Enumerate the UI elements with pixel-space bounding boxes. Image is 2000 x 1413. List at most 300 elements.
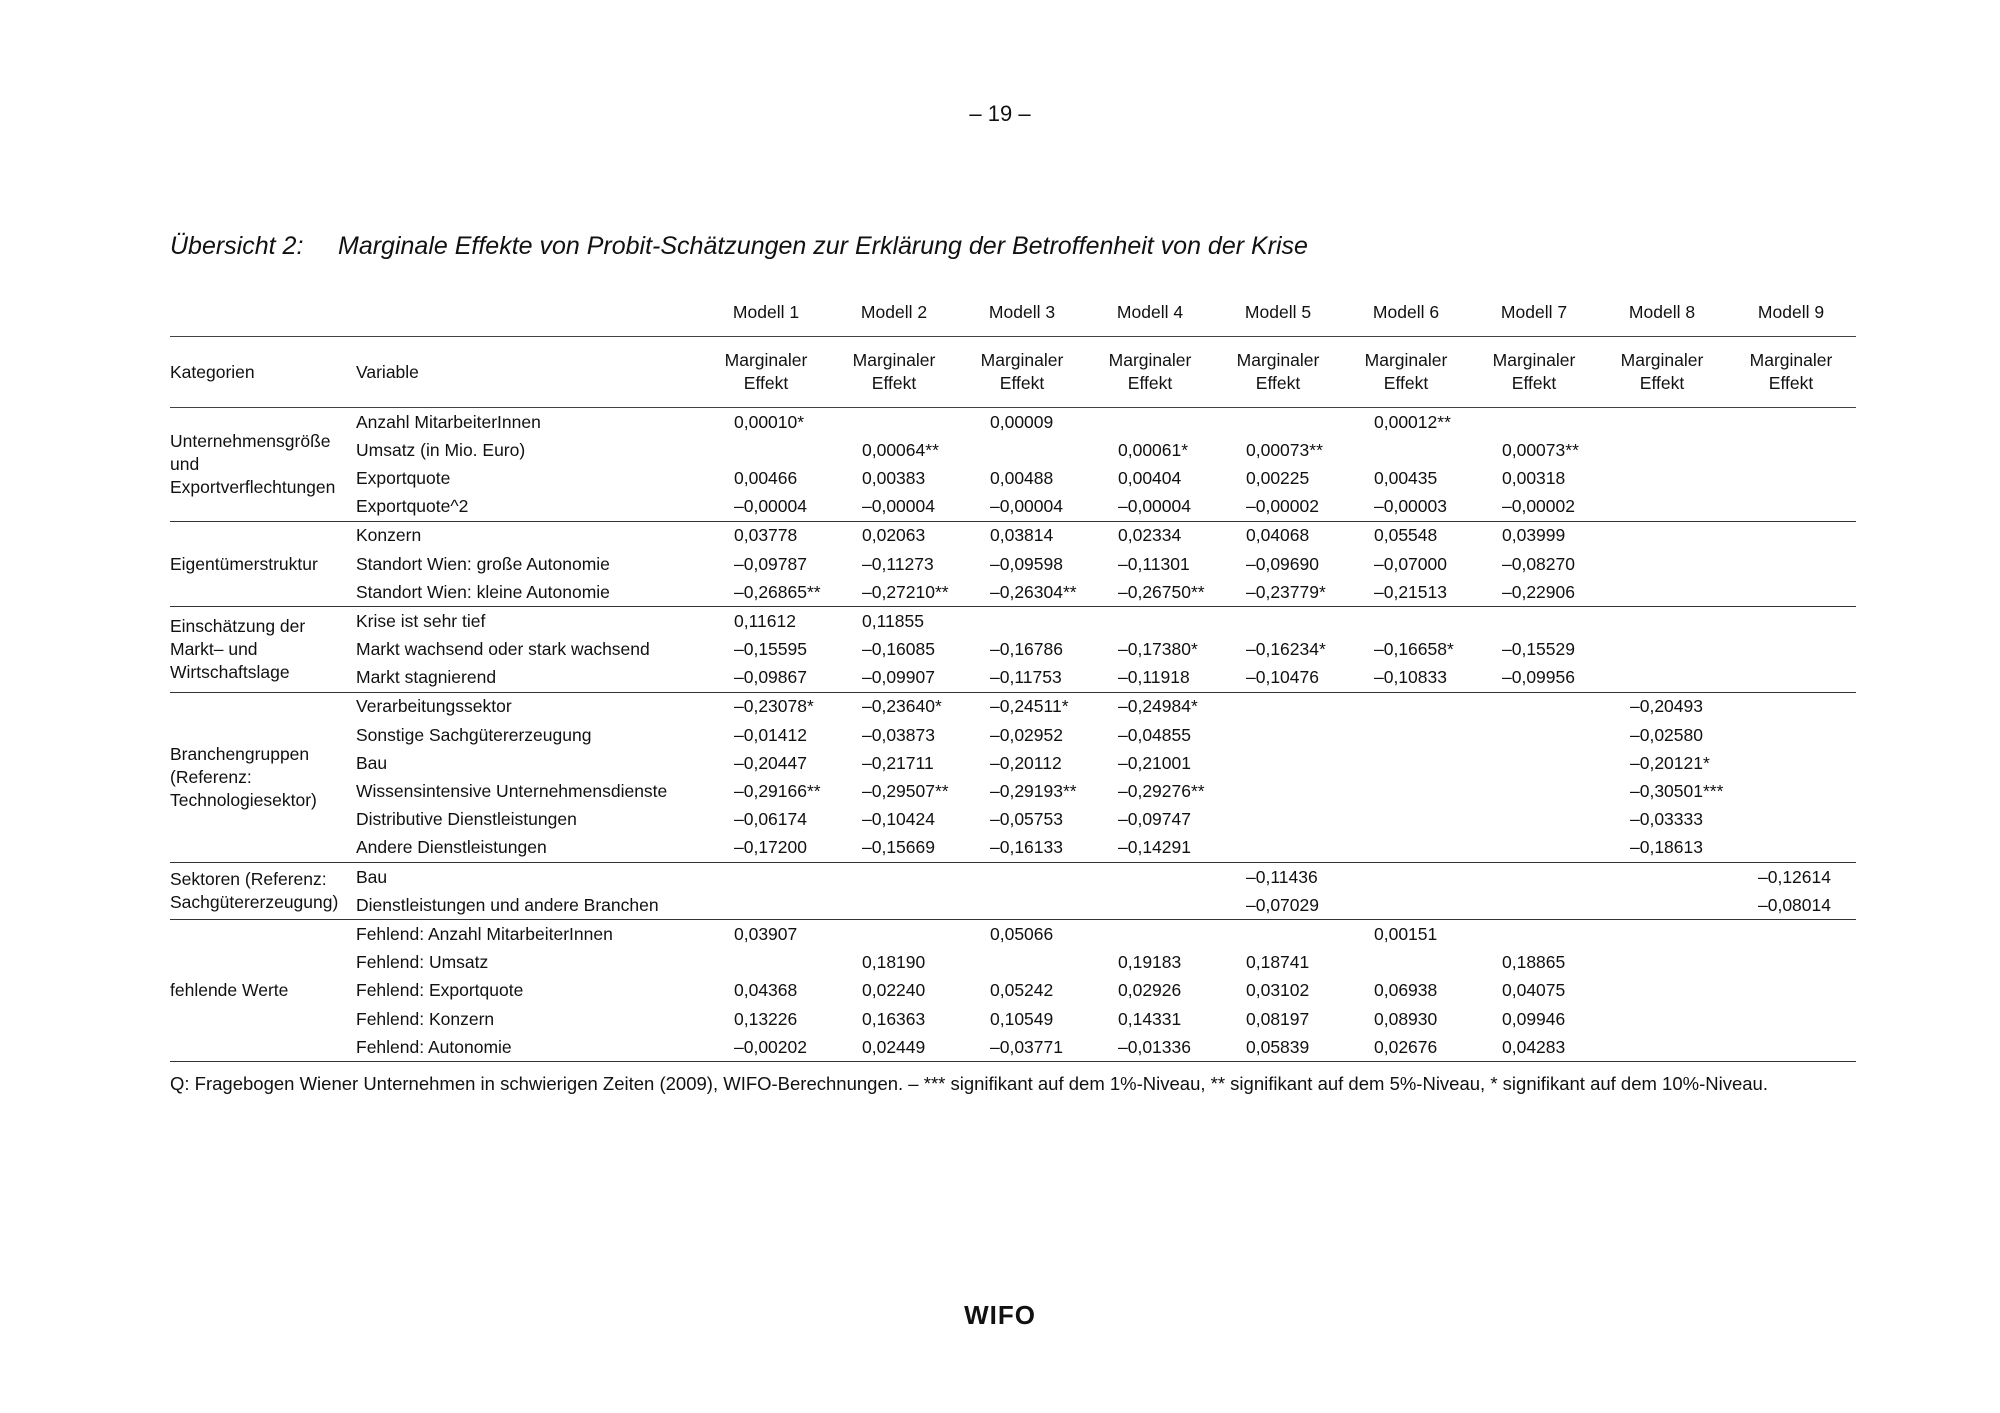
- header-line: Effekt: [871, 373, 917, 393]
- value-cell: [1342, 607, 1470, 636]
- value-cell: [958, 607, 1086, 636]
- value-cell: [1470, 721, 1598, 749]
- value-cell: 0,18190: [862, 952, 926, 973]
- value-cell: –0,20121*: [1630, 752, 1710, 773]
- value-cell: 0,02926: [1118, 980, 1182, 1001]
- header-line: Effekt: [999, 373, 1045, 393]
- table-row: [170, 636, 1856, 664]
- value-cell: –0,06174: [734, 809, 807, 830]
- value-cell: [1214, 806, 1342, 834]
- table-row: [170, 806, 1856, 834]
- value-cell: 0,02240: [862, 980, 926, 1001]
- wifo-logo: WIFO: [964, 1300, 1036, 1330]
- value-cell: 0,00009: [990, 411, 1054, 432]
- table-row: [170, 949, 1856, 977]
- table-row: [170, 408, 1856, 437]
- value-cell: [1470, 834, 1598, 863]
- value-cell: [702, 436, 830, 464]
- value-cell: 0,03814: [990, 525, 1054, 546]
- value-cell: 0,08930: [1374, 1008, 1438, 1029]
- variable-cell: Wissensintensive Unternehmensdienste: [356, 781, 668, 802]
- model-header: Modell 2: [860, 301, 928, 322]
- table-row: [170, 692, 1856, 721]
- value-cell: 0,00012**: [1374, 411, 1451, 432]
- value-cell: [1598, 1033, 1726, 1062]
- value-cell: –0,20447: [734, 752, 807, 773]
- value-cell: –0,26865**: [702, 578, 830, 607]
- value-cell: [1726, 977, 1856, 1005]
- value-cell: 0,02063: [862, 525, 926, 546]
- header-line: Marginaler: [1364, 350, 1448, 370]
- value-cell: [1726, 1033, 1856, 1062]
- value-cell: –0,09956: [1470, 664, 1598, 693]
- value-cell: –0,23078*: [734, 696, 814, 717]
- value-cell: [1214, 607, 1342, 636]
- value-cell: 0,04283: [1470, 1033, 1598, 1062]
- value-cell: –0,26304**: [958, 578, 1086, 607]
- value-cell: 0,10549: [990, 1008, 1054, 1029]
- value-cell: 0,18865: [1502, 952, 1566, 973]
- variable-cell: Krise ist sehr tief: [356, 610, 486, 631]
- value-cell: 0,05066: [990, 923, 1054, 944]
- table-row: [170, 777, 1856, 805]
- value-cell: 0,11855: [862, 610, 924, 631]
- value-cell: 0,13226: [734, 1008, 798, 1029]
- value-cell: [1598, 607, 1726, 636]
- value-cell: [702, 863, 830, 892]
- value-cell: –0,29507**: [862, 781, 949, 802]
- value-cell: [1726, 834, 1856, 863]
- variable-cell: Standort Wien: große Autonomie: [356, 553, 610, 574]
- value-cell: –0,07029: [1214, 891, 1342, 920]
- value-cell: 0,00225: [1246, 467, 1310, 488]
- value-cell: [1342, 436, 1470, 464]
- value-cell: 0,00073**: [1246, 439, 1323, 460]
- value-cell: –0,09867: [702, 664, 830, 693]
- value-cell: [1726, 806, 1856, 834]
- value-cell: [1086, 891, 1214, 920]
- value-cell: 0,00466: [734, 467, 798, 488]
- variable-cell: Fehlend: Anzahl MitarbeiterInnen: [356, 923, 613, 944]
- value-cell: 0,00404: [1118, 467, 1182, 488]
- table-row: [170, 664, 1856, 693]
- model-header: Modell 1: [732, 301, 800, 322]
- value-cell: [1726, 493, 1856, 522]
- value-cell: –0,16658*: [1374, 639, 1454, 660]
- variable-cell: Anzahl MitarbeiterInnen: [356, 411, 541, 432]
- value-cell: –0,10424: [862, 809, 935, 830]
- value-cell: 0,03999: [1502, 525, 1566, 546]
- value-cell: [1726, 464, 1856, 492]
- variable-cell: Exportquote^2: [356, 493, 702, 522]
- value-cell: [830, 863, 958, 892]
- category-cell: Eigentümerstruktur: [170, 521, 356, 607]
- value-cell: [1342, 806, 1470, 834]
- value-cell: –0,08014: [1726, 891, 1856, 920]
- table-footnote: Q: Fragebogen Wiener Unternehmen in schwierigen Zeiten (2009), WIFO-Berechnungen. – *** signifikant auf dem 1%-Niveau, ** signifikant auf dem 5%-Niveau, * signifikant auf dem 10%-Niveau.: [170, 1073, 1768, 1094]
- value-cell: [1470, 806, 1598, 834]
- value-cell: 0,08197: [1246, 1008, 1310, 1029]
- table-row: [170, 436, 1856, 464]
- value-cell: 0,00488: [990, 467, 1054, 488]
- model-header: Modell 9: [1757, 301, 1825, 322]
- value-cell: [1342, 949, 1470, 977]
- value-cell: [702, 949, 830, 977]
- value-cell: [1726, 550, 1856, 578]
- value-cell: –0,26750**: [1086, 578, 1214, 607]
- value-cell: [1470, 408, 1598, 437]
- value-cell: –0,15595: [734, 639, 807, 660]
- value-cell: 0,05548: [1374, 525, 1438, 546]
- model-header: Modell 5: [1244, 301, 1312, 322]
- value-cell: [1726, 636, 1856, 664]
- value-cell: [1214, 920, 1342, 949]
- value-cell: 0,16363: [862, 1008, 926, 1029]
- value-cell: –0,02952: [990, 724, 1063, 745]
- value-cell: [1342, 721, 1470, 749]
- value-cell: [1214, 721, 1342, 749]
- value-cell: –0,09598: [990, 553, 1063, 574]
- column-header-row: [170, 337, 1856, 408]
- value-cell: [1470, 777, 1598, 805]
- value-cell: –0,29276**: [1118, 781, 1205, 802]
- header-marginal-effect: [958, 337, 1086, 408]
- header-marginal-effect: [1470, 337, 1598, 408]
- value-cell: [1086, 863, 1214, 892]
- model-header: Modell 7: [1500, 301, 1568, 322]
- value-cell: –0,23779*: [1214, 578, 1342, 607]
- variable-cell: Verarbeitungssektor: [356, 696, 512, 717]
- header-line: Marginaler: [1108, 350, 1192, 370]
- table-row: [170, 977, 1856, 1005]
- value-cell: [958, 863, 1086, 892]
- value-cell: –0,29166**: [734, 781, 821, 802]
- value-cell: 0,00151: [1374, 923, 1438, 944]
- value-cell: –0,10833: [1342, 664, 1470, 693]
- value-cell: –0,00004: [958, 493, 1086, 522]
- header-line: Effekt: [1383, 373, 1429, 393]
- header-line: Marginaler: [1492, 350, 1576, 370]
- value-cell: –0,00202: [702, 1033, 830, 1062]
- value-cell: –0,24511*: [990, 696, 1069, 717]
- value-cell: [1342, 692, 1470, 721]
- table-row: [170, 521, 1856, 550]
- value-cell: –0,18613: [1598, 834, 1726, 863]
- value-cell: 0,05839: [1214, 1033, 1342, 1062]
- value-cell: –0,27210**: [830, 578, 958, 607]
- value-cell: [1342, 777, 1470, 805]
- value-cell: –0,07000: [1374, 553, 1447, 574]
- value-cell: 0,02676: [1342, 1033, 1470, 1062]
- value-cell: 0,09946: [1502, 1008, 1566, 1029]
- value-cell: –0,10476: [1214, 664, 1342, 693]
- caption-label: Übersicht 2:: [170, 232, 304, 260]
- value-cell: –0,29193**: [990, 781, 1077, 802]
- value-cell: 0,19183: [1118, 952, 1182, 973]
- model-header: Modell 6: [1372, 301, 1440, 322]
- value-cell: [1726, 521, 1856, 550]
- value-cell: [1598, 920, 1726, 949]
- table-row: [170, 1033, 1856, 1062]
- value-cell: [958, 436, 1086, 464]
- value-cell: –0,16133: [958, 834, 1086, 863]
- value-cell: –0,00004: [1086, 493, 1214, 522]
- value-cell: –0,11273: [862, 553, 934, 574]
- value-cell: [958, 891, 1086, 920]
- variable-cell: Dienstleistungen und andere Branchen: [356, 891, 702, 920]
- value-cell: [1598, 493, 1726, 522]
- value-cell: [702, 891, 830, 920]
- value-cell: 0,00435: [1374, 467, 1438, 488]
- header-line: Effekt: [1255, 373, 1301, 393]
- header-line: Marginaler: [724, 350, 808, 370]
- table-row: [170, 721, 1856, 749]
- value-cell: [1470, 692, 1598, 721]
- value-cell: [1086, 607, 1214, 636]
- value-cell: [1598, 863, 1726, 892]
- value-cell: [1598, 636, 1726, 664]
- table-row: [170, 607, 1856, 636]
- table-row: [170, 493, 1856, 522]
- variable-cell: Fehlend: Autonomie: [356, 1033, 702, 1062]
- value-cell: [958, 949, 1086, 977]
- header-line: Effekt: [743, 373, 789, 393]
- variable-cell: Fehlend: Exportquote: [356, 980, 524, 1001]
- blank-cell: [170, 288, 356, 337]
- value-cell: –0,20493: [1630, 696, 1703, 717]
- category-cell: Branchengruppen (Referenz: Technologiesektor): [170, 692, 356, 862]
- value-cell: 0,14331: [1118, 1008, 1182, 1029]
- model-header: Modell 3: [988, 301, 1056, 322]
- value-cell: [1214, 834, 1342, 863]
- value-cell: [1598, 550, 1726, 578]
- value-cell: [1214, 777, 1342, 805]
- variable-cell: Konzern: [356, 525, 422, 546]
- value-cell: [1726, 692, 1856, 721]
- value-cell: 0,06938: [1374, 980, 1438, 1001]
- value-cell: [830, 408, 958, 437]
- value-cell: 0,00318: [1502, 467, 1566, 488]
- category-cell: fehlende Werte: [170, 920, 356, 1062]
- value-cell: 0,03907: [734, 923, 798, 944]
- value-cell: –0,16085: [862, 639, 935, 660]
- value-cell: 0,04068: [1246, 525, 1310, 546]
- value-cell: 0,18741: [1246, 952, 1310, 973]
- value-cell: [1726, 664, 1856, 693]
- value-cell: [1342, 749, 1470, 777]
- header-line: Marginaler: [1236, 350, 1320, 370]
- blank-cell: [356, 288, 702, 337]
- value-cell: [1470, 891, 1598, 920]
- value-cell: –0,22906: [1470, 578, 1598, 607]
- page-number: – 19 –: [969, 101, 1031, 126]
- header-variable: Variable: [356, 337, 702, 408]
- header-line: Marginaler: [1749, 350, 1833, 370]
- value-cell: –0,09907: [830, 664, 958, 693]
- value-cell: [1598, 578, 1726, 607]
- value-cell: 0,00064**: [862, 439, 939, 460]
- value-cell: [1342, 863, 1470, 892]
- value-cell: [1598, 1005, 1726, 1033]
- value-cell: [1598, 464, 1726, 492]
- value-cell: –0,00002: [1214, 493, 1342, 522]
- value-cell: 0,00383: [862, 467, 926, 488]
- value-cell: –0,21513: [1342, 578, 1470, 607]
- value-cell: –0,17200: [702, 834, 830, 863]
- model-header: Modell 8: [1628, 301, 1696, 322]
- table-row: [170, 863, 1856, 892]
- value-cell: [1598, 521, 1726, 550]
- value-cell: [1214, 692, 1342, 721]
- value-cell: [830, 920, 958, 949]
- value-cell: [1598, 977, 1726, 1005]
- value-cell: [1342, 891, 1470, 920]
- value-cell: –0,00002: [1470, 493, 1598, 522]
- value-cell: [1726, 777, 1856, 805]
- value-cell: –0,03873: [862, 724, 935, 745]
- header-marginal-effect: [830, 337, 958, 408]
- marginal-effects-table: [170, 288, 1856, 1062]
- header-marginal-effect: [1726, 337, 1856, 408]
- value-cell: [1598, 949, 1726, 977]
- table-row: [170, 920, 1856, 949]
- value-cell: –0,09747: [1118, 809, 1191, 830]
- model-header-row: [170, 288, 1856, 337]
- value-cell: –0,00004: [702, 493, 830, 522]
- value-cell: –0,11301: [1118, 553, 1190, 574]
- value-cell: [1086, 920, 1214, 949]
- value-cell: 0,02449: [830, 1033, 958, 1062]
- value-cell: [1086, 408, 1214, 437]
- caption-title: Marginale Effekte von Probit-Schätzungen zur Erklärung der Betroffenheit von der Krise: [338, 232, 1308, 260]
- value-cell: 0,03102: [1246, 980, 1310, 1001]
- value-cell: [1598, 408, 1726, 437]
- table-row: [170, 891, 1856, 920]
- category-cell: Sektoren (Referenz: Sachgütererzeugung): [170, 863, 356, 920]
- variable-cell: Fehlend: Konzern: [356, 1008, 495, 1029]
- header-marginal-effect: [702, 337, 830, 408]
- value-cell: –0,16786: [990, 639, 1063, 660]
- value-cell: –0,02580: [1630, 724, 1703, 745]
- header-line: Effekt: [1511, 373, 1557, 393]
- value-cell: –0,09787: [734, 553, 807, 574]
- header-marginal-effect: [1086, 337, 1214, 408]
- value-cell: [1214, 749, 1342, 777]
- variable-cell: Standort Wien: kleine Autonomie: [356, 578, 702, 607]
- value-cell: –0,11436: [1246, 866, 1318, 887]
- value-cell: 0,03778: [734, 525, 798, 546]
- header-marginal-effect: [1214, 337, 1342, 408]
- value-cell: –0,21711: [862, 752, 934, 773]
- value-cell: [1598, 436, 1726, 464]
- value-cell: 0,00061*: [1118, 439, 1189, 460]
- value-cell: 0,00073**: [1502, 439, 1579, 460]
- value-cell: 0,05242: [990, 980, 1054, 1001]
- value-cell: –0,04855: [1118, 724, 1191, 745]
- value-cell: [1598, 891, 1726, 920]
- header-line: Marginaler: [980, 350, 1064, 370]
- value-cell: [830, 891, 958, 920]
- value-cell: –0,17380*: [1118, 639, 1198, 660]
- value-cell: –0,00004: [830, 493, 958, 522]
- variable-cell: Fehlend: Umsatz: [356, 952, 489, 973]
- value-cell: –0,00003: [1342, 493, 1470, 522]
- table-row: [170, 1005, 1856, 1033]
- value-cell: [1214, 408, 1342, 437]
- value-cell: –0,01336: [1086, 1033, 1214, 1062]
- header-line: Effekt: [1127, 373, 1173, 393]
- header-marginal-effect: [1598, 337, 1726, 408]
- variable-cell: Umsatz (in Mio. Euro): [356, 439, 526, 460]
- header-line: Marginaler: [852, 350, 936, 370]
- header-line: Effekt: [1768, 373, 1814, 393]
- value-cell: –0,11753: [958, 664, 1086, 693]
- table-caption: [170, 232, 1870, 261]
- table-row: [170, 464, 1856, 492]
- value-cell: –0,23640*: [862, 696, 942, 717]
- table-row: [170, 749, 1856, 777]
- value-cell: [1726, 920, 1856, 949]
- value-cell: [1726, 607, 1856, 636]
- variable-cell: Andere Dienstleistungen: [356, 834, 702, 863]
- value-cell: 0,04075: [1502, 980, 1566, 1001]
- value-cell: –0,12614: [1758, 866, 1831, 887]
- value-cell: [1598, 664, 1726, 693]
- value-cell: –0,08270: [1502, 553, 1575, 574]
- value-cell: –0,11918: [1086, 664, 1214, 693]
- value-cell: 0,11612: [734, 610, 796, 631]
- variable-cell: Bau: [356, 866, 388, 887]
- variable-cell: Bau: [356, 752, 388, 773]
- value-cell: –0,01412: [734, 724, 807, 745]
- value-cell: [1726, 749, 1856, 777]
- model-header: Modell 4: [1116, 301, 1184, 322]
- value-cell: [1726, 436, 1856, 464]
- category-cell: Unternehmensgröße und Exportverflechtungen: [170, 408, 356, 522]
- value-cell: [1726, 408, 1856, 437]
- header-line: Marginaler: [1620, 350, 1704, 370]
- value-cell: 0,02334: [1118, 525, 1182, 546]
- header-line: Effekt: [1639, 373, 1685, 393]
- value-cell: [1470, 920, 1598, 949]
- value-cell: –0,20112: [990, 752, 1062, 773]
- value-cell: –0,03771: [958, 1033, 1086, 1062]
- table-row: [170, 834, 1856, 863]
- value-cell: –0,05753: [990, 809, 1063, 830]
- variable-cell: Distributive Dienstleistungen: [356, 809, 577, 830]
- value-cell: [1726, 721, 1856, 749]
- value-cell: [1470, 749, 1598, 777]
- value-cell: –0,30501***: [1630, 781, 1724, 802]
- value-cell: –0,15669: [830, 834, 958, 863]
- header-marginal-effect: [1342, 337, 1470, 408]
- value-cell: [1726, 949, 1856, 977]
- value-cell: –0,24984*: [1118, 696, 1198, 717]
- value-cell: 0,00010*: [734, 411, 805, 432]
- value-cell: [1342, 834, 1470, 863]
- value-cell: –0,09690: [1246, 553, 1319, 574]
- header-kategorien: Kategorien: [170, 337, 356, 408]
- table-row: [170, 550, 1856, 578]
- variable-cell: Sonstige Sachgütererzeugung: [356, 724, 592, 745]
- value-cell: [1726, 1005, 1856, 1033]
- value-cell: 0,04368: [734, 980, 798, 1001]
- table-row: [170, 578, 1856, 607]
- value-cell: –0,16234*: [1246, 639, 1326, 660]
- value-cell: –0,15529: [1502, 639, 1575, 660]
- variable-cell: Markt wachsend oder stark wachsend: [356, 639, 650, 660]
- value-cell: –0,14291: [1086, 834, 1214, 863]
